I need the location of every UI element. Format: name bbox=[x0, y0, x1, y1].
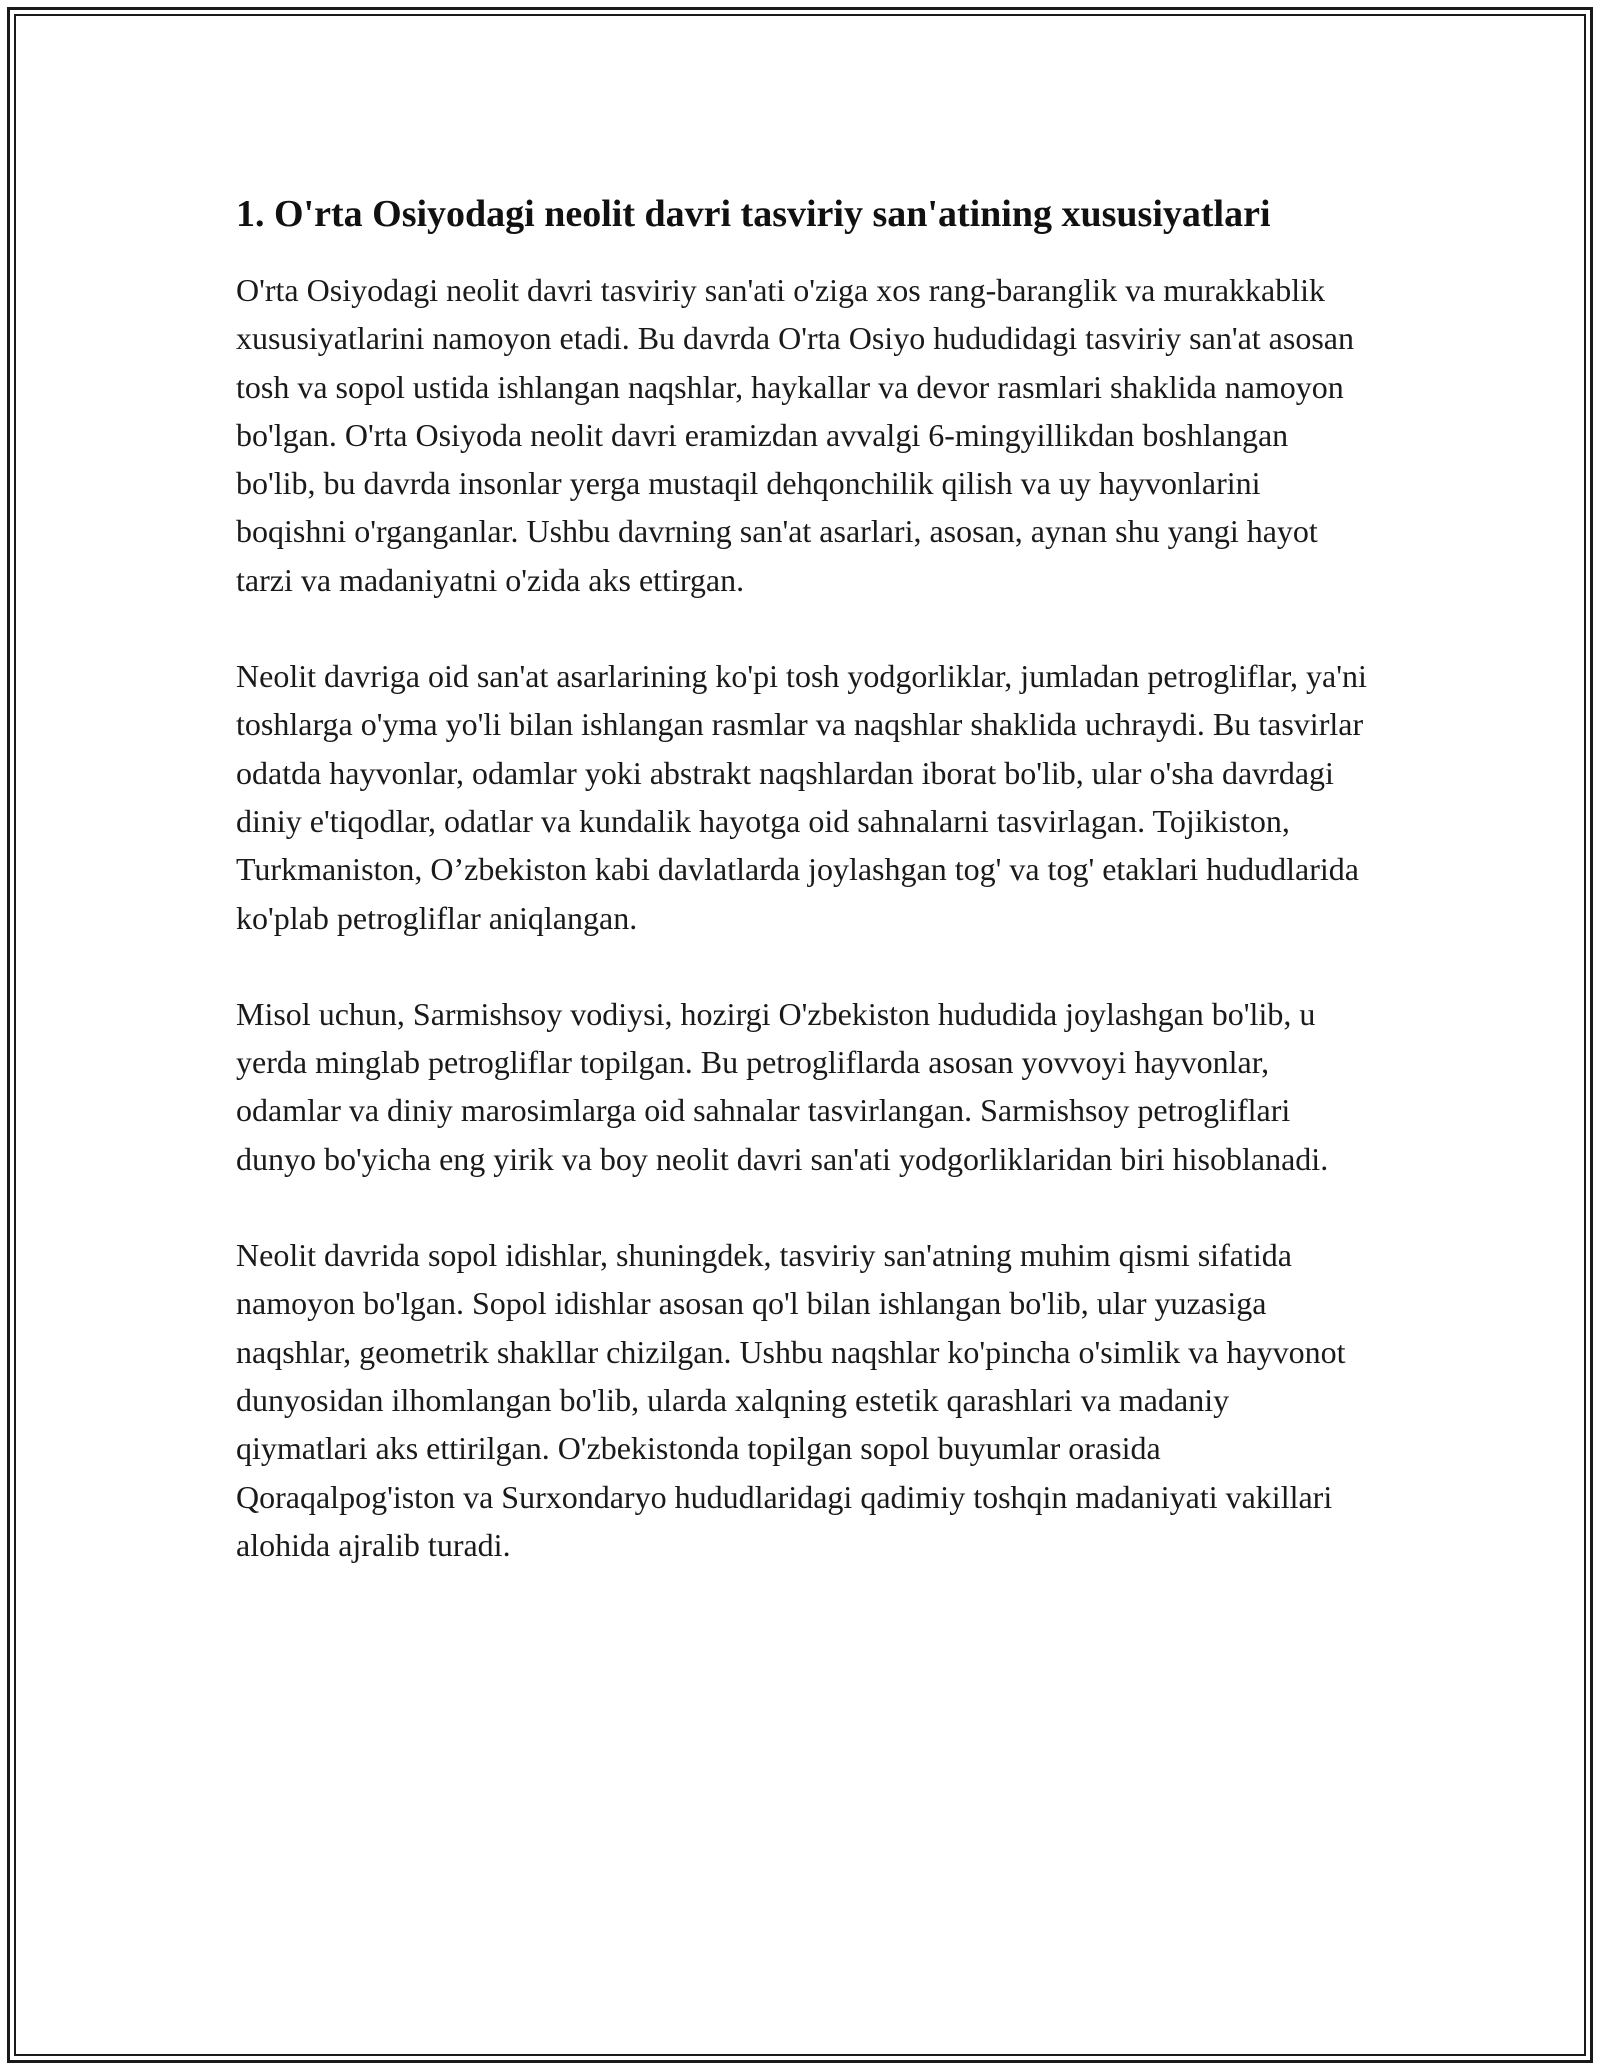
paragraph-pottery: Neolit davrida sopol idishlar, shuningdek, tasviriy san'atning muhim qismi sifatida namoyon bo'lgan. Sopol idishlar asosan qo'l bilan ishlangan bo'lib, ular yuzasiga naqshlar, geometrik shakllar chizilgan. Ushbu naqshlar ko'pincha o'simlik va hayvonot dunyosidan ilhomlangan bo'lib, ularda xalqning estetik qarashlari va madaniy qiymatlari aks ettirilgan. O'zbekistonda topilgan sopol buyumlar orasida Qoraqalpog'iston va Surxondaryo hududlaridagi qadimiy toshqin madaniyati vakillari alohida ajralib turadi. bbox=[236, 1237, 1346, 1563]
paragraph-petroglyphs: Neolit davriga oid san'at asarlarining ko'pi tosh yodgorliklar, jumladan petrogliflar, ya'ni toshlarga o'yma yo'li bilan ishlangan rasmlar va naqshlar shaklida uchraydi. Bu tasvirlar odatda hayvonlar, odamlar yoki abstrakt naqshlardan iborat bo'lib, ular o'sha davrdagi diniy e'tiqodlar, odatlar va kundalik hayotga oid sahnalarni tasvirlagan. Tojikiston, Turkmaniston, O’zbekiston kabi davlatlarda joylashgan tog' va tog' etaklari hududlarida ko'plab petrogliflar aniqlangan. bbox=[236, 658, 1367, 936]
paragraph-sarmishsoy: Misol uchun, Sarmishsoy vodiysi, hozirgi O'zbekiston hududida joylashgan bo'lib, u yerda minglab petrogliflar topilgan. Bu petrogliflarda asosan yovvoyi hayvonlar, odamlar va diniy marosimlarga oid sahnalar tasvirlangan. Sarmishsoy petrogliflari dunyo bo'yicha eng yirik va boy neolit davri san'ati yodgorliklaridan biri hisoblanadi. bbox=[236, 995, 1329, 1177]
document-body bbox=[236, 186, 1368, 1617]
section-heading: 1. O'rta Osiyodagi neolit davri tasviriy san'atining xususiyatlari bbox=[236, 193, 1271, 235]
paragraph-intro: O'rta Osiyodagi neolit davri tasviriy san'ati o'ziga xos rang-baranglik va murakkablik xususiyatlarini namoyon etadi. Bu davrda O'rta Osiyo hududidagi tasviriy san'at asosan tosh va sopol ustida ishlangan naqshlar, haykallar va devor rasmlari shaklida namoyon bo'lgan. O'rta Osiyoda neolit davri eramizdan avvalgi 6-mingyillikdan boshlangan bo'lib, bu davrda insonlar yerga mustaqil dehqonchilik qilish va uy hayvonlarini boqishni o'rganganlar. Ushbu davrning san'at asarlari, asosan, aynan shu yangi hayot tarzi va madaniyatni o'zida aks ettirgan. bbox=[236, 272, 1354, 598]
